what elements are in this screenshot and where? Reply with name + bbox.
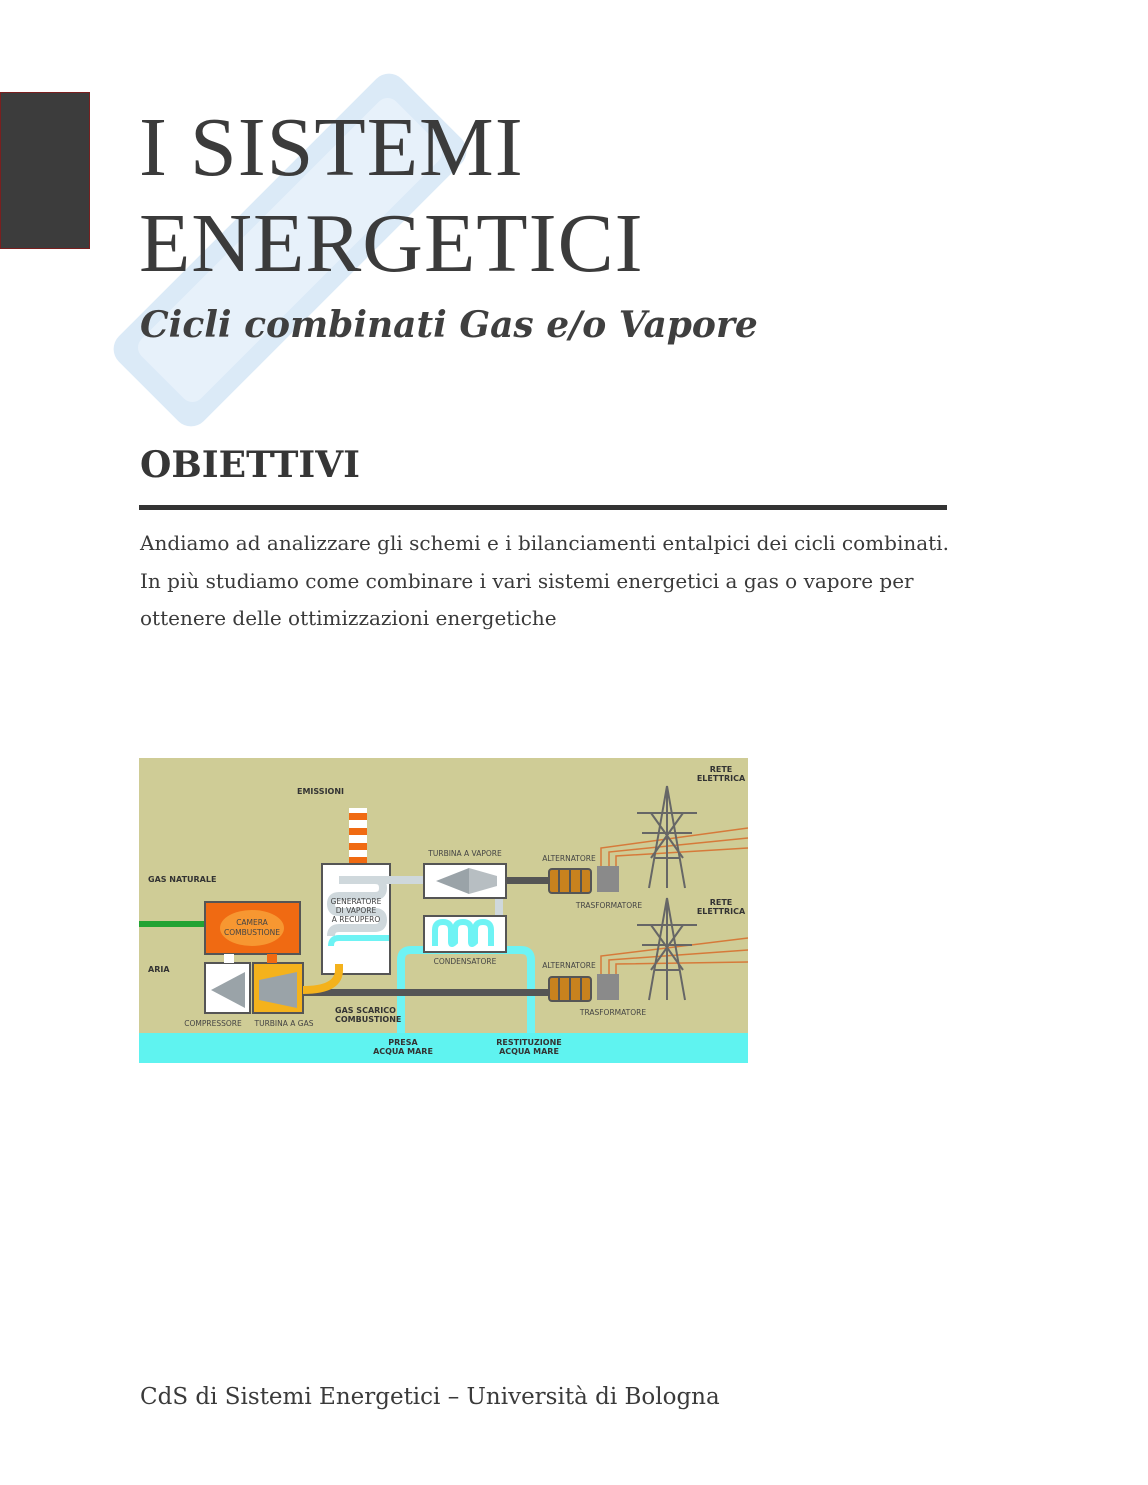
label-compressore: COMPRESSORE: [184, 1019, 242, 1028]
combined-cycle-diagram: [139, 758, 748, 1063]
label-condensatore: CONDENSATORE: [433, 957, 497, 966]
steam-shaft: [506, 877, 551, 884]
fuel-line: [139, 921, 207, 927]
label-trasformatore-bottom: TRASFORMATORE: [579, 1008, 647, 1017]
label-rete-bottom-1: RETE: [709, 898, 733, 907]
label-turbina-gas: TURBINA A GAS: [254, 1019, 314, 1028]
air-link: [224, 954, 234, 963]
transformer-bottom: [597, 974, 619, 1000]
chimney: [349, 808, 367, 864]
label-presa-2: ACQUA MARE: [373, 1047, 433, 1056]
label-rete-top-1: RETE: [709, 765, 733, 774]
label-gas-naturale: GAS NATURALE: [148, 875, 217, 884]
section-heading-obiettivi: OBIETTIVI: [140, 444, 360, 486]
alternator-bottom: [549, 977, 591, 1001]
transformer-top: [597, 866, 619, 892]
label-camera-2: COMBUSTIONE: [223, 928, 281, 937]
sea-strip: [139, 1033, 748, 1063]
label-rete-bottom-2: ELETTRICA: [696, 907, 746, 916]
label-presa-1: PRESA: [388, 1038, 418, 1047]
document-subtitle: Cicli combinati Gas e/o Vapore: [140, 304, 758, 346]
label-generatore-1: GENERATORE: [330, 897, 382, 906]
label-aria: ARIA: [148, 965, 170, 974]
label-restituzione-2: ACQUA MARE: [499, 1047, 559, 1056]
label-emissioni: EMISSIONI: [297, 787, 345, 796]
section-rule: [139, 505, 947, 510]
alternator-top: [549, 869, 591, 893]
label-restituzione-1: RESTITUZIONE: [496, 1038, 562, 1047]
title-line-2: ENERGETICI: [139, 197, 644, 290]
label-alternatore-bottom: ALTERNATORE: [542, 961, 596, 970]
objectives-paragraph: Andiamo ad analizzare gli schemi e i bilanciamenti entalpici dei cicli combinati. In più studiamo come combinare i vari sistemi energetici a gas o vapore per ottenere delle ottimizzazioni energetiche: [140, 531, 949, 630]
label-gas-scarico-2: COMBUSTIONE: [335, 1015, 402, 1024]
document-title: [139, 100, 644, 292]
label-gas-scarico-1: GAS SCARICO: [335, 1006, 396, 1015]
label-generatore-2: DI VAPORE: [335, 906, 377, 915]
label-generatore-3: A RECUPERO: [331, 915, 381, 924]
title-line-1: I SISTEMI: [139, 101, 524, 194]
label-alternatore-top: ALTERNATORE: [542, 854, 596, 863]
label-turbina-vapore: TURBINA A VAPORE: [428, 849, 502, 858]
label-camera-1: CAMERA: [236, 918, 268, 927]
label-trasformatore-top: TRASFORMATORE: [575, 901, 643, 910]
label-rete-top-2: ELETTRICA: [696, 774, 746, 783]
hot-gas-link: [267, 954, 277, 963]
document-footer: CdS di Sistemi Energetici – Università di Bologna: [140, 1384, 720, 1410]
